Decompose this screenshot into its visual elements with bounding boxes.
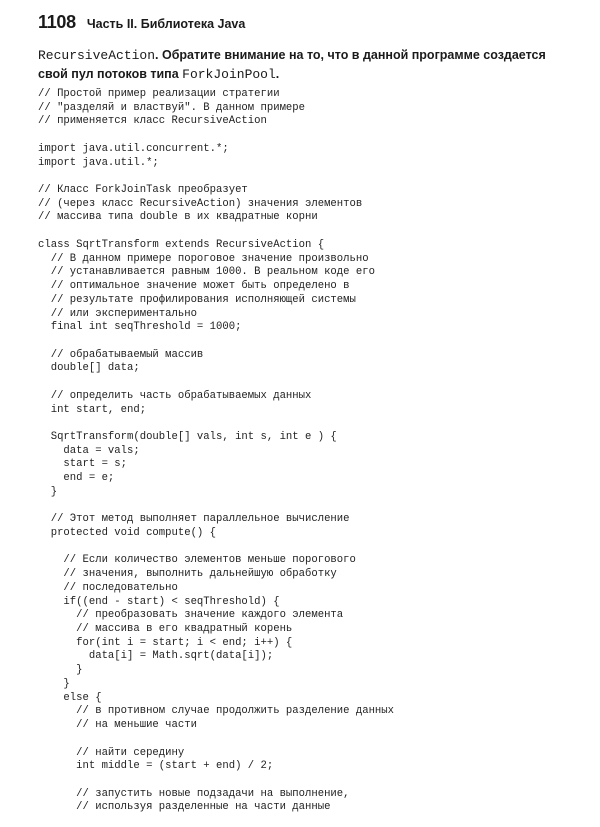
code-line: import java.util.concurrent.*; — [38, 142, 229, 155]
code-line: // применяется класс RecursiveAction — [38, 115, 267, 128]
code-line — [38, 335, 578, 349]
code-line: double[] data; — [38, 362, 140, 375]
code-line: // (через класс RecursiveAction) значения элементов — [38, 197, 363, 210]
code-line: } — [38, 664, 83, 677]
code-line: final int seqThreshold = 1000; — [38, 321, 242, 334]
code-line: // используя разделенные на части данные — [38, 801, 331, 814]
code-line: start = s; — [38, 458, 128, 471]
code-line: SqrtTransform(double[] vals, int s, int e ) { — [38, 430, 337, 443]
code-line: // или экспериментально — [38, 307, 197, 320]
code-line: if((end - start) < seqThreshold) { — [38, 595, 280, 608]
code-line: } — [38, 677, 70, 690]
code-line: // Если количество элементов меньше порогового — [38, 554, 356, 567]
code-line — [38, 774, 578, 788]
code-line: // последовательно — [38, 581, 178, 594]
code-line: // устанавливается равным 1000. В реальном коде его — [38, 266, 375, 279]
code-line — [38, 170, 578, 184]
code-line: import java.util.*; — [38, 156, 159, 169]
code-line — [38, 376, 578, 390]
code-line: // определить часть обрабатываемых данных — [38, 389, 312, 402]
code-line: for(int i = start; i < end; i++) { — [38, 636, 293, 649]
code-line: // в противном случае продолжить разделение данных — [38, 705, 395, 718]
code-line: // В данном примере пороговое значение произвольно — [38, 252, 369, 265]
page-number: 1108 — [38, 12, 76, 32]
code-line: // результате профилирования исполняющей системы — [38, 293, 356, 306]
code-line: // Класс ForkJoinTask преобразует — [38, 184, 248, 197]
code-line: protected void compute() { — [38, 527, 217, 539]
code-line: // найти середину — [38, 746, 185, 759]
code-line: data = vals; — [38, 444, 140, 457]
code-line: int start, end; — [38, 403, 147, 416]
code-line: // значения, выполнить дальнейшую обработку — [38, 568, 337, 581]
code-line: data[i] = Math.sqrt(data[i]); — [38, 650, 274, 663]
page-header — [38, 12, 245, 38]
code-line: end = e; — [38, 472, 115, 485]
intro-term-recursiveaction: RecursiveAction — [38, 48, 156, 63]
code-listing — [38, 88, 578, 815]
code-line: // массива типа double в их квадратные корни — [38, 211, 318, 224]
code-line — [38, 733, 578, 747]
code-line: // массива в его квадратный корень — [38, 623, 293, 636]
code-line: else { — [38, 691, 102, 704]
intro-text: . Обратите внимание на то, что в данной программе создается свой пул потоков типа — [38, 48, 546, 81]
code-line — [38, 225, 578, 239]
code-line: // преобразовать значение каждого элемента — [38, 609, 344, 622]
code-line: // запустить новые подзадачи на выполнение, — [38, 787, 350, 800]
code-line: // Простой пример реализации стратегии — [38, 88, 280, 100]
code-line: class SqrtTransform extends RecursiveAction { — [38, 238, 325, 251]
code-line: // на меньшие части — [38, 719, 197, 732]
code-line — [38, 417, 578, 431]
code-line — [38, 541, 578, 555]
code-line: // "разделяй и властвуй". В данном примере — [38, 101, 306, 114]
code-line — [38, 129, 578, 143]
code-line: // обрабатываемый массив — [38, 348, 204, 361]
intro-term-forkjoinpool: ForkJoinPool — [182, 67, 276, 82]
code-line — [38, 500, 578, 514]
code-line: // оптимальное значение может быть определено в — [38, 280, 350, 293]
code-line: // Этот метод выполняет параллельное вычисление — [38, 513, 350, 526]
intro-paragraph — [38, 46, 568, 84]
code-line: int middle = (start + end) / 2; — [38, 760, 274, 773]
code-line: } — [38, 485, 58, 498]
intro-text-end: . — [275, 67, 280, 81]
running-title: Часть II. Библиотека Java — [86, 17, 246, 31]
